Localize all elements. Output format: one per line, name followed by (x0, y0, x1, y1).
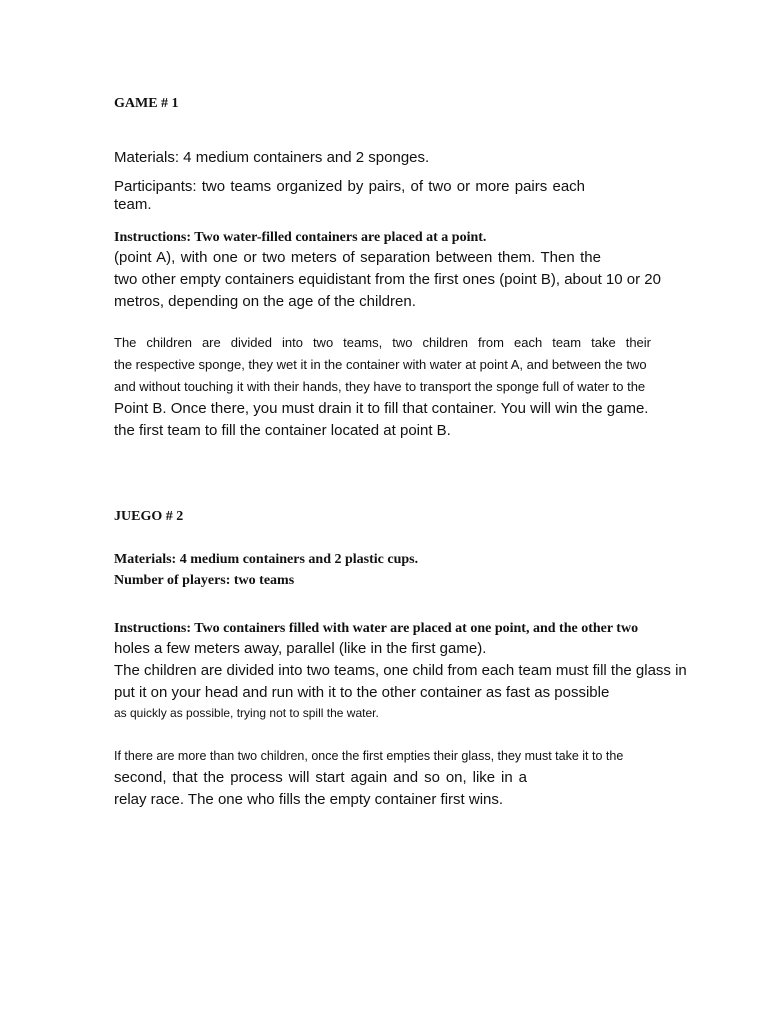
game2-closing-line: second, that the process will start again and so on, like in a (114, 769, 527, 786)
game2-small-line: as quickly as possible, trying not to spill the water. (114, 706, 379, 720)
game2-instructions-line: put it on your head and run with it to the other container as fast as possible (114, 684, 610, 701)
game2-instructions-line: The children are divided into two teams, one child from each team must fill the glass in (114, 662, 687, 679)
game1-instructions-line: (point A), with one or two meters of separation between them. Then the (114, 249, 601, 266)
game2-players: Number of players: two teams (114, 573, 295, 588)
game1-participants-line1: Participants: two teams organized by pairs, of two or more pairs each (114, 178, 585, 195)
game2-instructions-heading: Instructions: Two containers filled with water are placed at one point, and the other two (114, 621, 639, 636)
game1-body-small-line: and without touching it with their hands, they have to transport the sponge full of water to the (114, 379, 646, 394)
game2-materials: Materials: 4 medium containers and 2 plastic cups. (114, 552, 419, 567)
game1-instructions-heading: Instructions: Two water-filled containers are placed at a point. (114, 230, 487, 245)
game2-small-paragraph: If there are more than two children, once the first empties their glass, they must take it to the (114, 749, 624, 763)
game1-participants-line2: team. (114, 196, 152, 213)
game2-instructions-line: holes a few meters away, parallel (like in the first game). (114, 640, 487, 657)
game1-materials: Materials: 4 medium containers and 2 sponges. (114, 149, 430, 166)
game1-body-small-line: The children are divided into two teams, two children from each team take their (114, 335, 651, 350)
game1-instructions-line: two other empty containers equidistant from the first ones (point B), about 10 or 20 (114, 271, 661, 288)
game1-instructions-line: metros, depending on the age of the children. (114, 293, 416, 310)
game1-body-line: the first team to fill the container located at point B. (114, 422, 451, 439)
game2-closing-line: relay race. The one who fills the empty container first wins. (114, 791, 504, 808)
game1-body-small-line: the respective sponge, they wet it in the container with water at point A, and between the two (114, 357, 647, 372)
game1-body-line: Point B. Once there, you must drain it to fill that container. You will win the game. (114, 400, 649, 417)
game1-heading: GAME # 1 (114, 96, 179, 111)
game2-heading: JUEGO # 2 (114, 509, 184, 524)
